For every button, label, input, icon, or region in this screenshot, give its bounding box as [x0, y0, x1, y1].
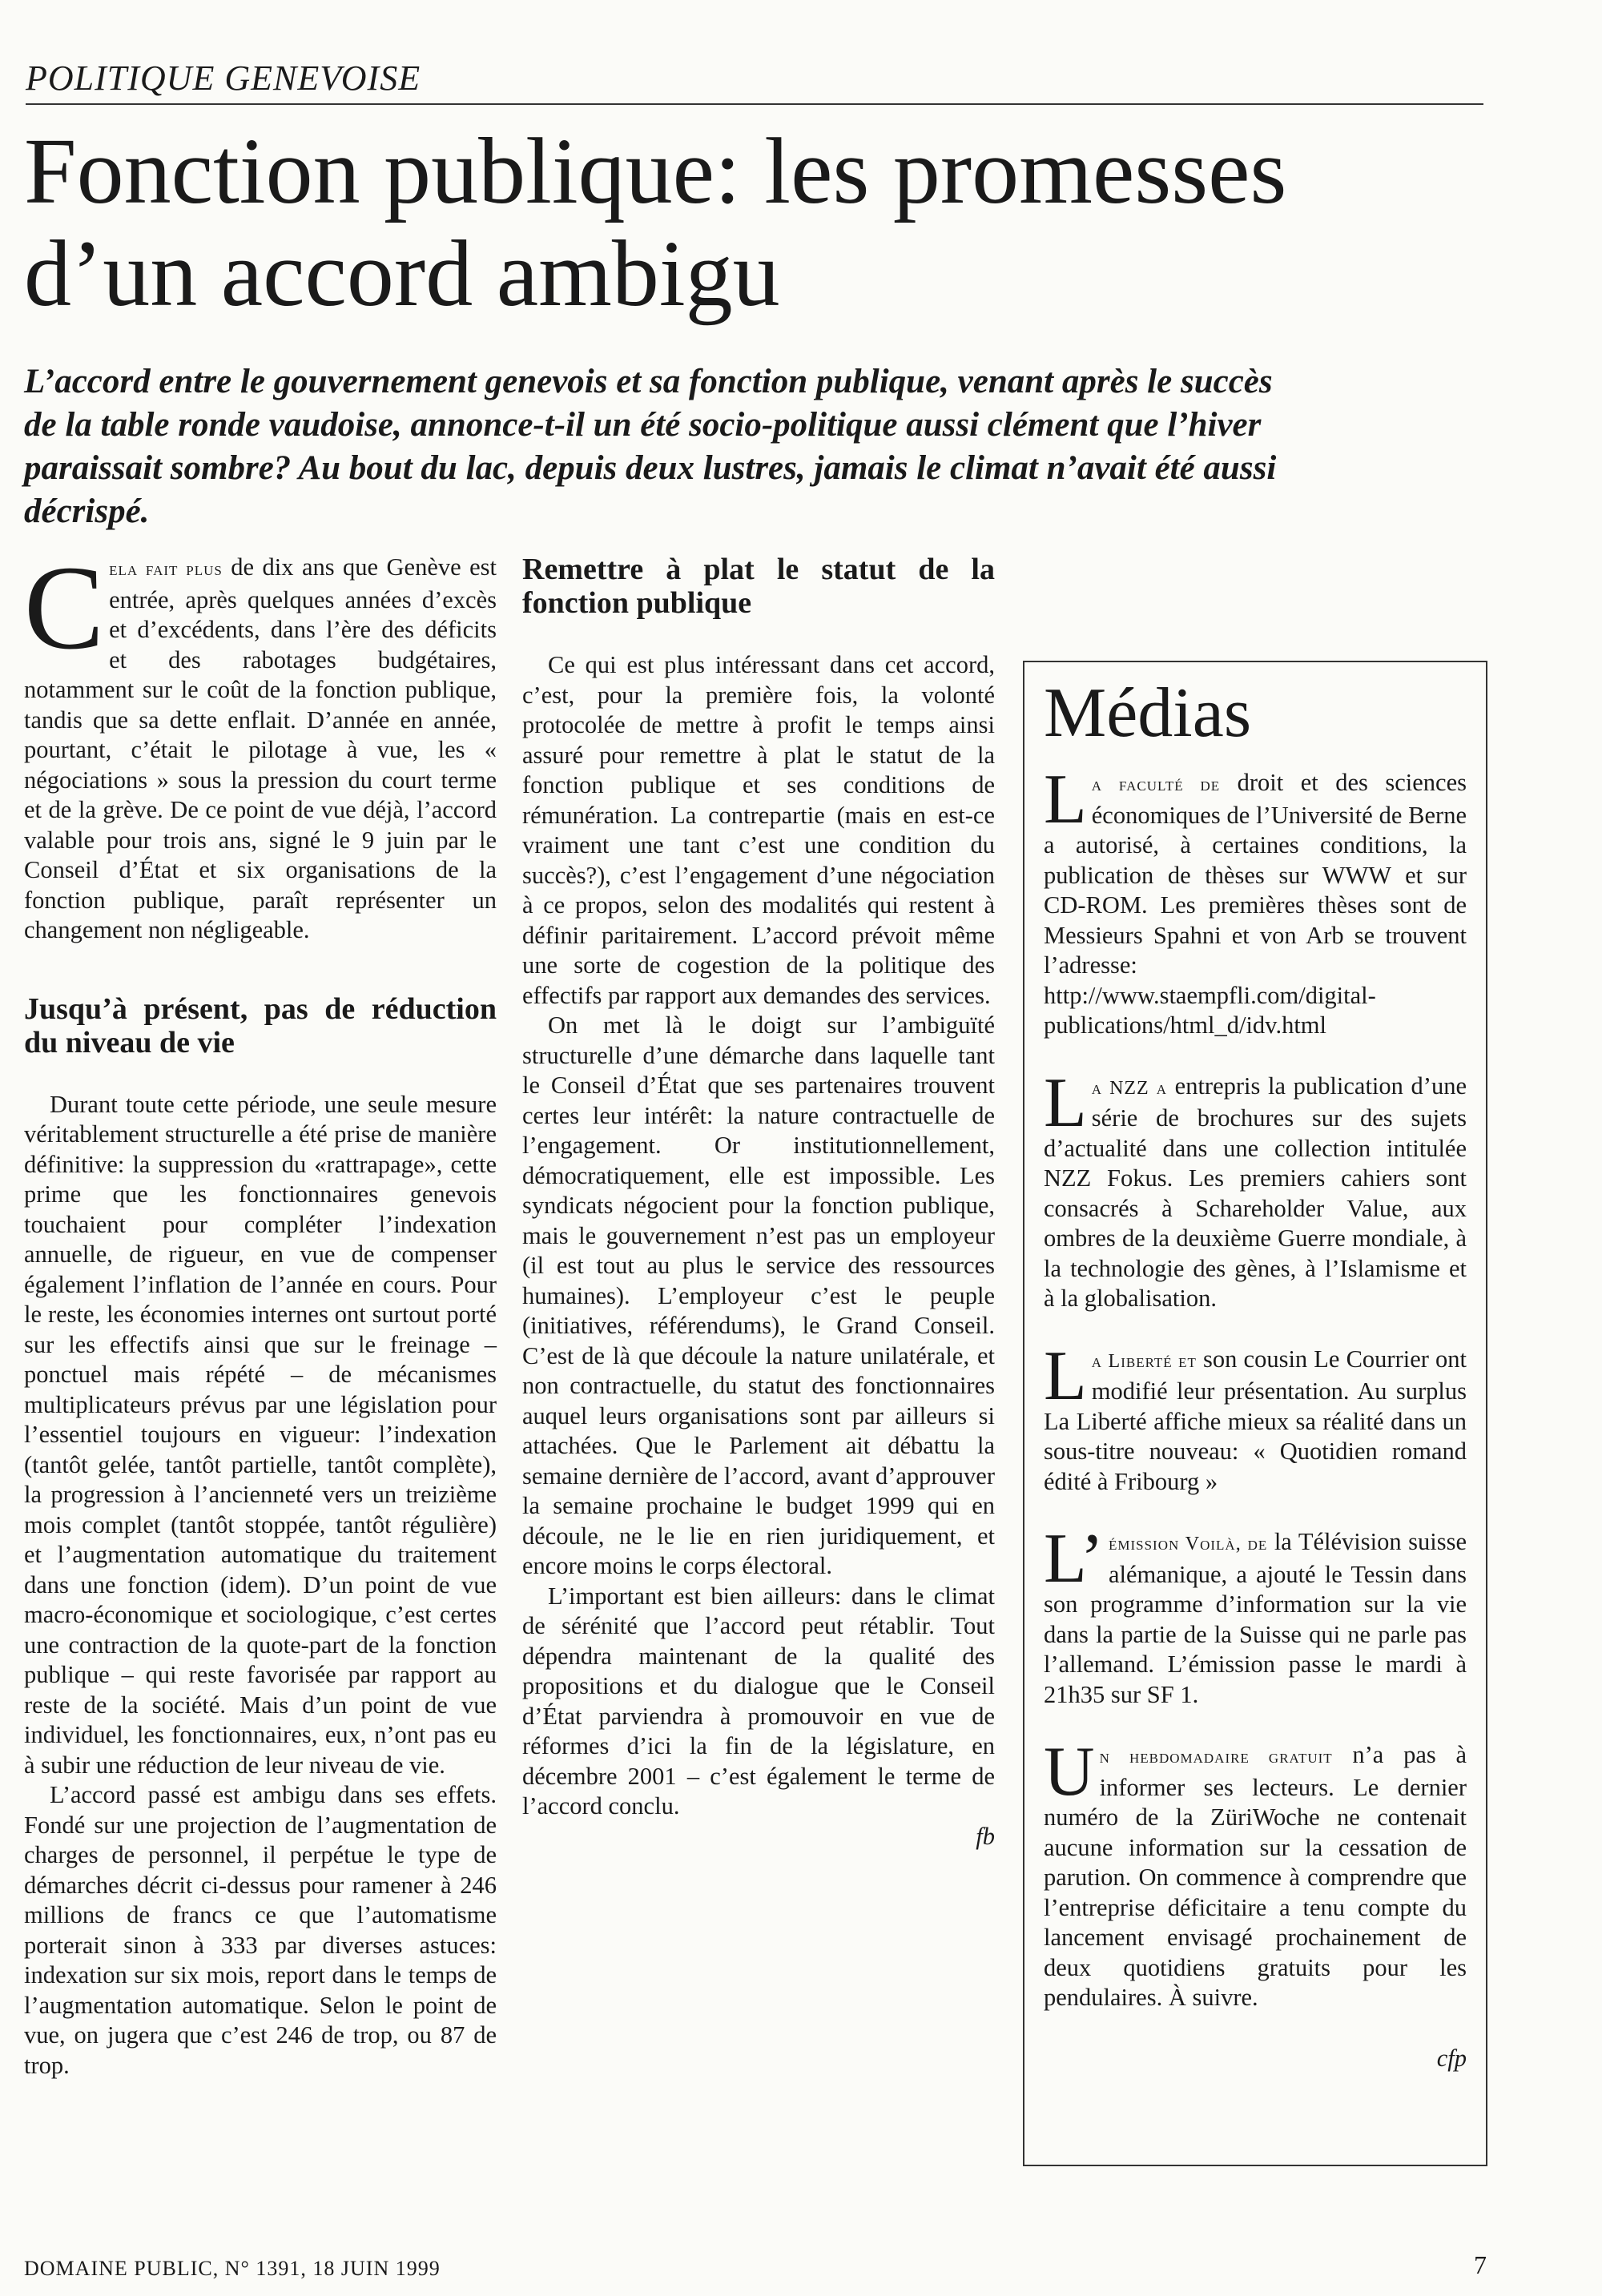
media-drop-cap: L [1044, 1337, 1087, 1415]
medias-box [1023, 661, 1487, 2166]
media-small-caps: émission Voilà, de [1108, 1534, 1268, 1554]
article-paragraph-4: Ce qui est plus intéressant dans cet accord, c’est, pour la première fois, la volonté protocolée de mettre à profit le temps ainsi assuré pour remettre à plat le statut de la fonction publique et ses conditions de rémunération. La contrepartie (mais en est-ce vraiment une tant c’est une condition du succès?), c’est l’engagement d’une négociation à ce propos, selon des modalités qui restent à définir paritairement. L’accord prévoit même une sorte de cogestion de la politique des effectifs par rapport aux demandes des services. [522, 651, 995, 1009]
media-text: son cousin Le Courrier ont modifié leur présentation. Au surplus La Liberté affiche mieux sa réalité dans un sous-titre nouveau: « Quotidien romand édité à Fribourg » [1044, 1345, 1467, 1495]
media-item [1044, 1733, 1467, 2013]
media-drop-cap: L’ [1044, 1520, 1104, 1598]
section-rubric: POLITIQUE GENEVOISE [26, 58, 1483, 105]
media-drop-cap: L [1044, 761, 1087, 838]
intro-small-caps: ela fait plus [109, 559, 223, 580]
article-column-2 [522, 553, 995, 1852]
article-title: Fonction publique: les promesses d’un accord ambigu [24, 119, 1287, 326]
paragraph-text: de dix ans que Genève est entrée, après quelques années d’excès et d’excédents, dans l’ère des déficits et des rabotages budgétaires, notamment sur le coût de la fonction publique, tandis que sa dette enflait. D’année en année, pourtant, c’était le pilotage à vue, les « négociations » sous la pression du court terme et de la grève. De ce point de vue déjà, l’accord valable pour trois ans, signé le 9 juin par le Conseil d’État et six organisations de la fonction publique, paraît représenter un changement non négligeable. [24, 553, 497, 943]
media-small-caps: a NZZ a [1091, 1077, 1168, 1099]
article-column-1 [24, 541, 497, 2081]
drop-cap: C [24, 541, 105, 674]
medias-list [1044, 761, 1467, 2013]
media-item [1044, 761, 1467, 1041]
medias-signature: cfp [1436, 2044, 1467, 2072]
media-item [1044, 1337, 1467, 1498]
media-drop-cap: U [1044, 1733, 1095, 1811]
subheading-1: Jusqu’à présent, pas de réduction du niveau de vie [24, 991, 497, 1060]
media-drop-cap: L [1044, 1064, 1087, 1142]
media-item [1044, 1064, 1467, 1314]
medias-heading: Médias [1044, 674, 1252, 752]
media-text: la Télévision suisse alémanique, a ajouté le Tessin dans son programme d’information sur la vie dans la partie de la Suisse qui ne parle pas l’allemand. L’émission passe le mardi à 21h35 sur SF 1. [1044, 1528, 1467, 1708]
newspaper-page [24, 0, 1498, 2296]
page-footer: DOMAINE PUBLIC, N° 1391, 18 JUIN 1999 [24, 2257, 441, 2280]
author-signature: fb [976, 1822, 995, 1850]
media-text: droit et des sciences économiques de l’Université de Berne a autorisé, à certaines conditions, la publication de thèses sur WWW et sur CD-ROM. Les premières thèses sont de Messieurs Spahni et von Arb se trouvent l’adresse: http://www.staempfli.com/digital-publications/html_d/idv.html [1044, 769, 1467, 1039]
article-paragraph-6: L’important est bien ailleurs: dans le climat de sérénité que l’accord peut rétablir. Tout dépendra maintenant de la qualité des propositions et du dialogue que le Conseil d’État parviendra à promouvoir en vue de réformes d’ici la fin de la législature, en décembre 2001 – c’est également le terme de l’accord conclu. [522, 1582, 995, 1820]
article-lead: L’accord entre le gouvernement genevois et sa fonction publique, venant après le succès de la table ronde vaudoise, annonce-t-il un été socio-politique aussi clément que l’hiver paraissait sombre? Au bout du lac, depuis deux lustres, jamais le climat n’avait été aussi décrispé. [24, 363, 1277, 530]
media-item [1044, 1520, 1467, 1710]
media-small-caps: n hebdomadaire gratuit [1099, 1747, 1333, 1767]
page-number: 7 [1474, 2250, 1487, 2279]
media-text: entrepris la publication d’une série de brochures sur des sujets d’actualité dans une collection intitulée NZZ Fokus. Les premiers cahiers sont consacrés à Schareholder Value, aux ombres de la deuxième Guerre mondiale, à la technologie des gènes, à l’Islamisme et à la globalisation. [1044, 1072, 1467, 1312]
media-small-caps: a Liberté et [1091, 1350, 1197, 1372]
article-paragraph-1 [24, 541, 497, 946]
article-paragraph-2: Durant toute cette période, une seule mesure véritablement structurelle a été prise de manière définitive: la suppression du «rattrapage», cette prime que les fonctionnaires genevois touchaient pour compléter l’indexation annuelle, de rigueur, en vue de compenser également l’inflation de l’année en cours. Pour le reste, les économies internes ont surtout porté sur les effectifs ainsi que sur le freinage – ponctuel mais répété – de mécanismes multiplicateurs prévus par une législation pour l’essentiel toujours en vigueur: l’indexation (tantôt gelée, tantôt partielle, tantôt complète), la progression à l’ancienneté vers un treizième mois complet (tantôt stoppée, tantôt régulière) et l’augmentation automatique du traitement dans une fonction (idem). D’un point de vue macro-économique et sociologique, c’est certes une contraction de la quote-part de la fonction publique – qui reste favorisée par rapport au reste de la société. Mais d’un point de vue individuel, les fonctionnaires, eux, n’ont pas eu à subir une réduction de leur niveau de vie. [24, 1090, 497, 1779]
subheading-2: Remettre à plat le statut de la fonction publique [522, 553, 995, 620]
media-small-caps: a faculté de [1091, 774, 1221, 795]
article-paragraph-5: On met là le doigt sur l’ambiguïté structurelle d’une démarche dans laquelle tant le Conseil d’État que ses partenaires trouvent certes leur intérêt: la nature contractuelle de l’engagement. Or institutionnellement, démocratiquement, elle est impossible. Les syndicats négocient pour la fonction publique, mais le gouvernement n’est pas un employeur (il est tout au plus le service des ressources humaines). L’employeur c’est le peuple (initiatives, référendums), le Grand Conseil. C’est de là que découle la nature unilatérale, et non contractuelle, du statut des fonctionnaires auquel leurs organisations sont par ailleurs si attachées. Que le Parlement ait débattu la semaine dernière de l’accord, avant d’approuver la semaine prochaine le budget 1999 qui en découle, ne le lie en rien juridiquement, et encore moins le corps électoral. [522, 1011, 995, 1579]
article-paragraph-3: L’accord passé est ambigu dans ses effets. Fondé sur une projection de l’augmentation de charges de personnel, il perpétue le type de démarches décrit ci-dessus pour ramener à 246 millions de francs ce que l’automatisme porterait sinon à 333 par diverses astuces: indexation sur six mois, report dans le temps de l’augmentation automatique. Selon le point de vue, on jugera que c’est 246 de trop, ou 87 de trop. [24, 1781, 497, 2079]
media-text: n’a pas à informer ses lecteurs. Le dernier numéro de la ZüriWoche ne contenait aucune information sur la cessation de parution. On commence à comprendre que l’entreprise déficitaire a tenu compte du lancement envisagé prochainement de deux quotidiens gratuits pour les pendulaires. À suivre. [1044, 1741, 1467, 2011]
